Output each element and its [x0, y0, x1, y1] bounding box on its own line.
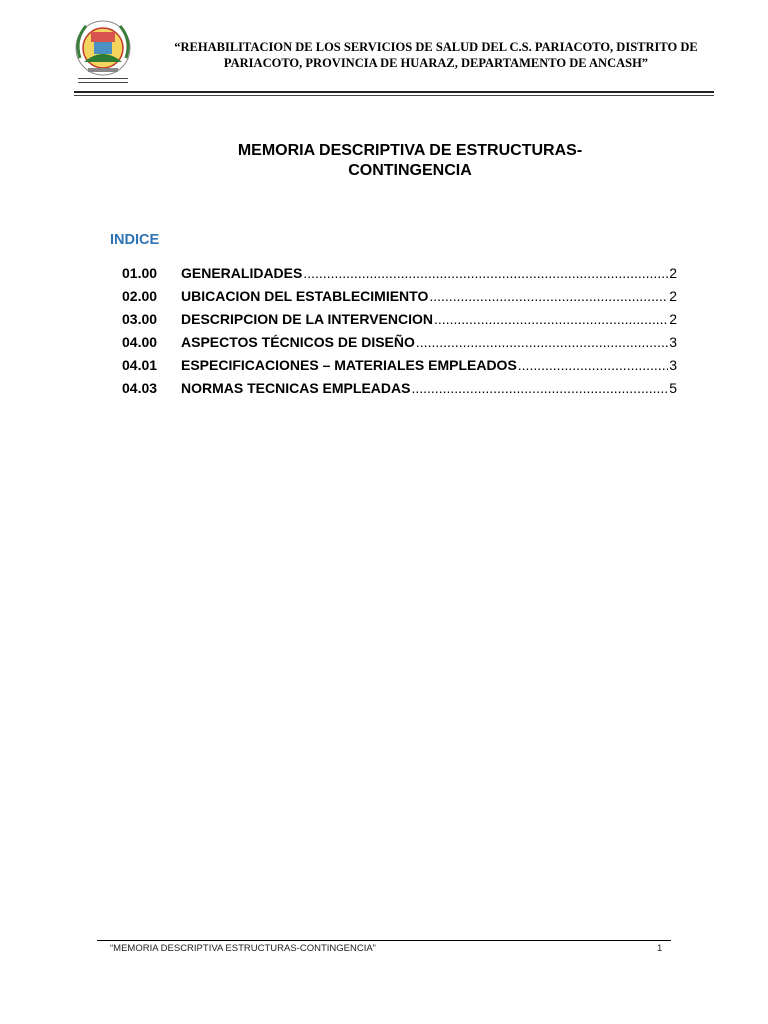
- project-title: “REHABILITACION DE LOS SERVICIOS DE SALUD DEL C.S. PARIACOTO, DISTRITO DE PARIACOTO, PROVINCIA DE HUARAZ, DEPARTAMENTO DE ANCASH”: [174, 40, 698, 70]
- toc-entry-label: UBICACION DEL ESTABLECIMIENTO: [181, 288, 429, 304]
- toc-entry-page: 2: [669, 311, 677, 327]
- toc-entry-number: 01.00: [122, 265, 158, 281]
- page-header: [72, 18, 712, 96]
- toc-heading: INDICE: [110, 232, 160, 248]
- toc-leader-dots: [411, 380, 668, 396]
- toc-leader-dots: [416, 334, 668, 350]
- toc-entry[interactable]: [122, 357, 677, 380]
- toc-entry-page: 3: [669, 334, 677, 350]
- toc-entry[interactable]: [122, 334, 677, 357]
- footer-divider: [97, 940, 671, 941]
- toc-entry-number: 04.03: [122, 380, 158, 396]
- toc-entry-label: ESPECIFICACIONES – MATERIALES EMPLEADOS: [181, 357, 517, 373]
- header-divider: [74, 91, 714, 93]
- toc-leader-dots: [429, 288, 668, 304]
- toc-entry-page: 5: [669, 380, 677, 396]
- footer-text: “MEMORIA DESCRIPTIVA ESTRUCTURAS-CONTINGENCIA”: [110, 943, 376, 954]
- toc-entry-label: GENERALIDADES: [181, 265, 303, 281]
- toc-entry-page: 2: [669, 265, 677, 281]
- municipalidad-seal-icon: [72, 18, 134, 92]
- toc-entry[interactable]: [122, 265, 677, 288]
- toc-entry-label: DESCRIPCION DE LA INTERVENCION: [181, 311, 434, 327]
- document-title-line1: MEMORIA DESCRIPTIVA DE ESTRUCTURAS-: [237, 142, 583, 159]
- toc-entry[interactable]: [122, 288, 677, 311]
- toc-leader-dots: [434, 311, 668, 327]
- toc-entry[interactable]: [122, 311, 677, 334]
- toc-entry[interactable]: [122, 380, 677, 403]
- toc-entry-number: 03.00: [122, 311, 158, 327]
- toc-entry-page: 2: [669, 288, 677, 304]
- toc-entry-label: NORMAS TECNICAS EMPLEADAS: [181, 380, 411, 396]
- toc-entry-page: 3: [669, 357, 677, 373]
- toc-entry-label: ASPECTOS TÉCNICOS DE DISEÑO: [181, 334, 415, 350]
- toc-leader-dots: [518, 357, 668, 373]
- table-of-contents: [122, 265, 677, 403]
- header-divider-thin: [74, 95, 714, 96]
- toc-leader-dots: [303, 265, 668, 281]
- toc-entry-number: 04.00: [122, 334, 158, 350]
- document-title-line2: CONTINGENCIA: [348, 162, 472, 179]
- document-title: [150, 141, 670, 181]
- toc-entry-number: 04.01: [122, 357, 158, 373]
- footer-page-number: 1: [657, 943, 663, 954]
- toc-entry-number: 02.00: [122, 288, 158, 304]
